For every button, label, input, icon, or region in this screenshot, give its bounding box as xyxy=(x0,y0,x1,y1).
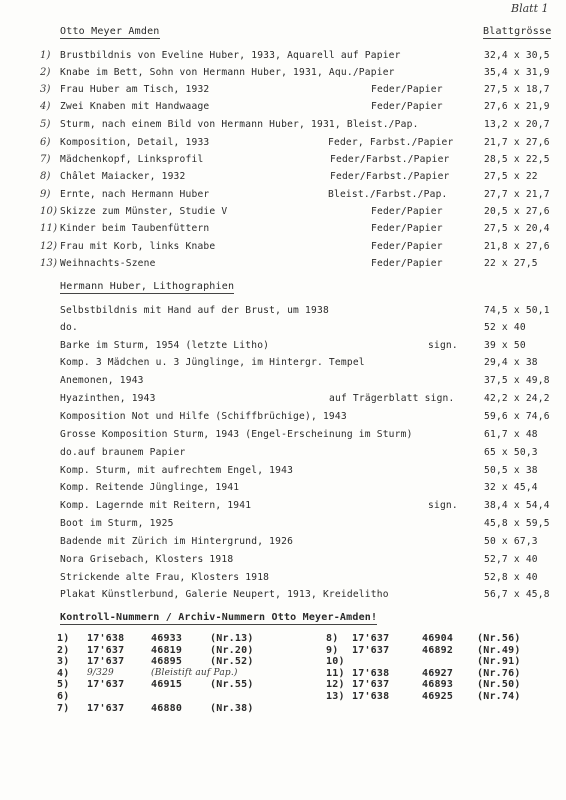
control-number: 17'637 xyxy=(87,644,125,656)
item-dimensions: 27,5 x 18,7 xyxy=(484,84,550,95)
item-title: do. xyxy=(60,322,78,333)
item-title: Ernte, nach Hermann Huber xyxy=(60,189,210,200)
list-item xyxy=(0,119,566,135)
item-dimensions: 39 x 50 xyxy=(484,340,526,351)
list-item xyxy=(0,258,566,274)
list-item xyxy=(0,589,566,605)
list-item xyxy=(0,171,566,187)
item-dimensions: 29,4 x 38 xyxy=(484,357,538,368)
control-index: 5) xyxy=(57,679,70,691)
item-dimensions: 35,4 x 31,9 xyxy=(484,67,550,78)
item-number: 11) xyxy=(40,223,58,234)
item-title: Knabe im Bett, Sohn von Hermann Huber, 1931, Aqu./Papier xyxy=(60,67,395,78)
item-dimensions: 45,8 x 59,5 xyxy=(484,518,550,529)
item-medium: Feder/Papier xyxy=(371,258,443,269)
item-medium: Feder/Papier xyxy=(371,206,443,217)
item-title: Komp. Sturm, mit aufrechtem Engel, 1943 xyxy=(60,465,294,476)
item-number: 2) xyxy=(40,67,51,78)
control-row xyxy=(57,645,287,657)
archive-number: 46927 xyxy=(422,667,454,679)
item-medium: Feder/Farbst./Papier xyxy=(330,154,450,165)
list-item xyxy=(0,518,566,534)
item-medium: Feder/Farbst./Papier xyxy=(330,171,450,182)
page-number-note: Blatt 1 xyxy=(511,2,549,15)
item-title: Plakat Künstlerbund, Galerie Neupert, 1913, Kreidelitho xyxy=(60,589,389,600)
control-row xyxy=(326,645,556,657)
item-medium: Bleist./Farbst./Pap. xyxy=(328,189,448,200)
control-index: 9) xyxy=(326,644,339,656)
list-item xyxy=(0,572,566,588)
item-dimensions: 27,5 x 20,4 xyxy=(484,223,550,234)
control-index: 10) xyxy=(326,656,345,668)
item-number: 13) xyxy=(40,258,58,269)
item-title: Komposition, Detail, 1933 xyxy=(60,137,210,148)
catalog-number: (Nr.55) xyxy=(210,679,254,691)
item-note: sign. xyxy=(428,340,458,351)
item-number: 1) xyxy=(40,50,51,61)
item-dimensions: 21,8 x 27,6 xyxy=(484,241,550,252)
item-title: Selbstbildnis mit Hand auf der Brust, um 1938 xyxy=(60,305,329,316)
item-dimensions: 56,7 x 45,8 xyxy=(484,589,550,600)
list-item xyxy=(0,429,566,445)
item-number: 3) xyxy=(40,84,51,95)
list-item xyxy=(0,154,566,170)
item-dimensions: 27,7 x 21,7 xyxy=(484,189,550,200)
list-item xyxy=(0,375,566,391)
item-title: Brustbildnis von Eveline Huber, 1933, Aquarell auf Papier xyxy=(60,50,401,61)
control-index: 13) xyxy=(326,691,345,702)
item-dimensions: 52,8 x 40 xyxy=(484,572,538,583)
item-dimensions: 65 x 50,3 xyxy=(484,447,538,458)
item-dimensions: 38,4 x 54,4 xyxy=(484,500,550,511)
control-row xyxy=(326,679,556,691)
control-index: 7) xyxy=(57,702,70,714)
size-column-heading: Blattgrösse xyxy=(483,26,552,37)
control-row xyxy=(57,691,287,703)
item-title: Komposition Not und Hilfe (Schiffbrüchige), 1943 xyxy=(60,411,347,422)
archive-number: 46819 xyxy=(151,644,183,656)
item-title: Sturm, nach einem Bild von Hermann Huber, 1931, Bleist./Pap. xyxy=(60,119,419,130)
list-item xyxy=(0,554,566,570)
catalog-number: (Nr.76) xyxy=(477,667,521,679)
item-title: Kinder beim Taubenfüttern xyxy=(60,223,210,234)
item-number: 6) xyxy=(40,137,51,148)
item-number: 5) xyxy=(40,119,51,130)
control-row xyxy=(57,703,287,715)
item-title: Mädchenkopf, Linksprofil xyxy=(60,154,204,165)
item-title: Komp. Reitende Jünglinge, 1941 xyxy=(60,482,240,493)
item-title: Zwei Knaben mit Handwaage xyxy=(60,101,210,112)
item-dimensions: 21,7 x 27,6 xyxy=(484,137,550,148)
control-number: 17'637 xyxy=(87,679,125,691)
control-number: 17'637 xyxy=(352,633,390,644)
item-medium: Feder/Papier xyxy=(371,223,443,234)
item-dimensions: 61,7 x 48 xyxy=(484,429,538,440)
archive-number: 46933 xyxy=(151,633,183,644)
item-dimensions: 50,5 x 38 xyxy=(484,465,538,476)
item-dimensions: 22 x 27,5 xyxy=(484,258,538,269)
control-row xyxy=(57,656,287,668)
archive-number: 46925 xyxy=(422,691,454,702)
item-medium: Feder, Farbst./Papier xyxy=(328,137,454,148)
item-dimensions: 32,4 x 30,5 xyxy=(484,50,550,61)
list-item xyxy=(0,101,566,117)
control-index: 12) xyxy=(326,679,345,691)
item-title: Komp. 3 Mädchen u. 3 Jünglinge, im Hintergr. Tempel xyxy=(60,357,365,368)
list-item xyxy=(0,223,566,239)
control-number: 17'637 xyxy=(352,644,390,656)
control-row xyxy=(326,656,556,668)
control-index: 3) xyxy=(57,656,70,668)
archive-number: 46904 xyxy=(422,633,454,644)
control-number: 17'637 xyxy=(87,656,125,668)
catalog-number: (Nr.50) xyxy=(477,679,521,691)
control-index: 11) xyxy=(326,667,345,679)
catalog-number: (Nr.38) xyxy=(210,702,254,714)
control-index: 6) xyxy=(57,691,70,702)
item-dimensions: 13,2 x 20,7 xyxy=(484,119,550,130)
list-item xyxy=(0,500,566,516)
item-dimensions: 50 x 67,3 xyxy=(484,536,538,547)
catalog-number: (Nr.20) xyxy=(210,644,254,656)
list-item xyxy=(0,357,566,373)
litho-heading: Hermann Huber, Lithographien xyxy=(60,281,235,292)
item-title: Boot im Sturm, 1925 xyxy=(60,518,174,529)
item-title: Nora Grisebach, Klosters 1918 xyxy=(60,554,234,565)
item-number: 8) xyxy=(40,171,51,182)
control-number: 9/329 xyxy=(87,667,114,678)
item-dimensions: 32 x 45,4 xyxy=(484,482,538,493)
item-dimensions: 52,7 x 40 xyxy=(484,554,538,565)
item-dimensions: 74,5 x 50,1 xyxy=(484,305,550,316)
list-item xyxy=(0,189,566,205)
item-title: Frau Huber am Tisch, 1932 xyxy=(60,84,210,95)
item-title: Anemonen, 1943 xyxy=(60,375,144,386)
item-title: Strickende alte Frau, Klosters 1918 xyxy=(60,572,270,583)
archive-number: 46880 xyxy=(151,702,183,714)
item-title: Hyazinthen, 1943 xyxy=(60,393,156,404)
item-number: 4) xyxy=(40,101,51,112)
control-row xyxy=(57,679,287,691)
control-row xyxy=(326,691,556,703)
list-item xyxy=(0,322,566,338)
control-number: 17'638 xyxy=(352,691,390,702)
item-dimensions: 37,5 x 49,8 xyxy=(484,375,550,386)
item-dimensions: 20,5 x 27,6 xyxy=(484,206,550,217)
item-title: Skizze zum Münster, Studie V xyxy=(60,206,228,217)
item-title: Komp. Lagernde mit Reitern, 1941 xyxy=(60,500,252,511)
list-item xyxy=(0,340,566,356)
archive-number: 46892 xyxy=(422,644,454,656)
archive-number: 46915 xyxy=(151,679,183,691)
item-number: 10) xyxy=(40,206,58,217)
control-row xyxy=(326,633,556,645)
item-note: sign. xyxy=(428,500,458,511)
list-item xyxy=(0,536,566,552)
item-dimensions: 27,6 x 21,9 xyxy=(484,101,550,112)
list-item xyxy=(0,50,566,66)
control-number: 17'637 xyxy=(352,679,390,691)
item-medium: Feder/Papier xyxy=(371,241,443,252)
item-number: 12) xyxy=(40,241,58,252)
item-dimensions: 28,5 x 22,5 xyxy=(484,154,550,165)
archive-number: (Bleistift auf Pap.) xyxy=(151,667,238,678)
item-title: Weihnachts-Szene xyxy=(60,258,156,269)
list-item xyxy=(0,305,566,321)
list-item xyxy=(0,84,566,100)
catalog-number: (Nr.56) xyxy=(477,633,521,644)
list-item xyxy=(0,137,566,153)
item-note: auf Trägerblatt sign. xyxy=(329,393,455,404)
list-item xyxy=(0,393,566,409)
item-medium: Feder/Papier xyxy=(371,84,443,95)
control-number: 17'638 xyxy=(87,633,125,644)
list-item xyxy=(0,465,566,481)
control-index: 4) xyxy=(57,667,70,679)
item-medium: Feder/Papier xyxy=(371,101,443,112)
catalog-number: (Nr.13) xyxy=(210,633,254,644)
item-title: Badende mit Zürich im Hintergrund, 1926 xyxy=(60,536,294,547)
list-item xyxy=(0,241,566,257)
control-numbers-heading: Kontroll-Nummern / Archiv-Nummern Otto Meyer-Amden! xyxy=(60,612,378,623)
item-dimensions: 27,5 x 22 xyxy=(484,171,538,182)
control-row xyxy=(57,668,287,680)
control-index: 1) xyxy=(57,633,70,644)
list-item xyxy=(0,411,566,427)
control-index: 2) xyxy=(57,644,70,656)
control-row xyxy=(326,668,556,680)
artist-heading: Otto Meyer Amden xyxy=(60,26,160,37)
archive-number: 46893 xyxy=(422,679,454,691)
item-title: Grosse Komposition Sturm, 1943 (Engel-Erscheinung im Sturm) xyxy=(60,429,413,440)
list-item xyxy=(0,206,566,222)
item-dimensions: 59,6 x 74,6 xyxy=(484,411,550,422)
list-item xyxy=(0,447,566,463)
item-title: do.auf braunem Papier xyxy=(60,447,186,458)
item-title: Barke im Sturm, 1954 (letzte Litho) xyxy=(60,340,270,351)
control-number: 17'637 xyxy=(87,702,125,714)
item-dimensions: 52 x 40 xyxy=(484,322,526,333)
catalog-number: (Nr.52) xyxy=(210,656,254,668)
catalog-number: (Nr.49) xyxy=(477,644,521,656)
item-number: 7) xyxy=(40,154,51,165)
item-title: Châlet Maiacker, 1932 xyxy=(60,171,186,182)
list-item xyxy=(0,482,566,498)
control-row xyxy=(57,633,287,645)
item-number: 9) xyxy=(40,189,51,200)
control-number: 17'638 xyxy=(352,667,390,679)
catalog-number: (Nr.74) xyxy=(477,691,521,702)
control-index: 8) xyxy=(326,633,339,644)
archive-number: 46895 xyxy=(151,656,183,668)
item-title: Frau mit Korb, links Knabe xyxy=(60,241,216,252)
catalog-number: (Nr.91) xyxy=(477,656,521,668)
list-item xyxy=(0,67,566,83)
item-dimensions: 42,2 x 24,2 xyxy=(484,393,550,404)
